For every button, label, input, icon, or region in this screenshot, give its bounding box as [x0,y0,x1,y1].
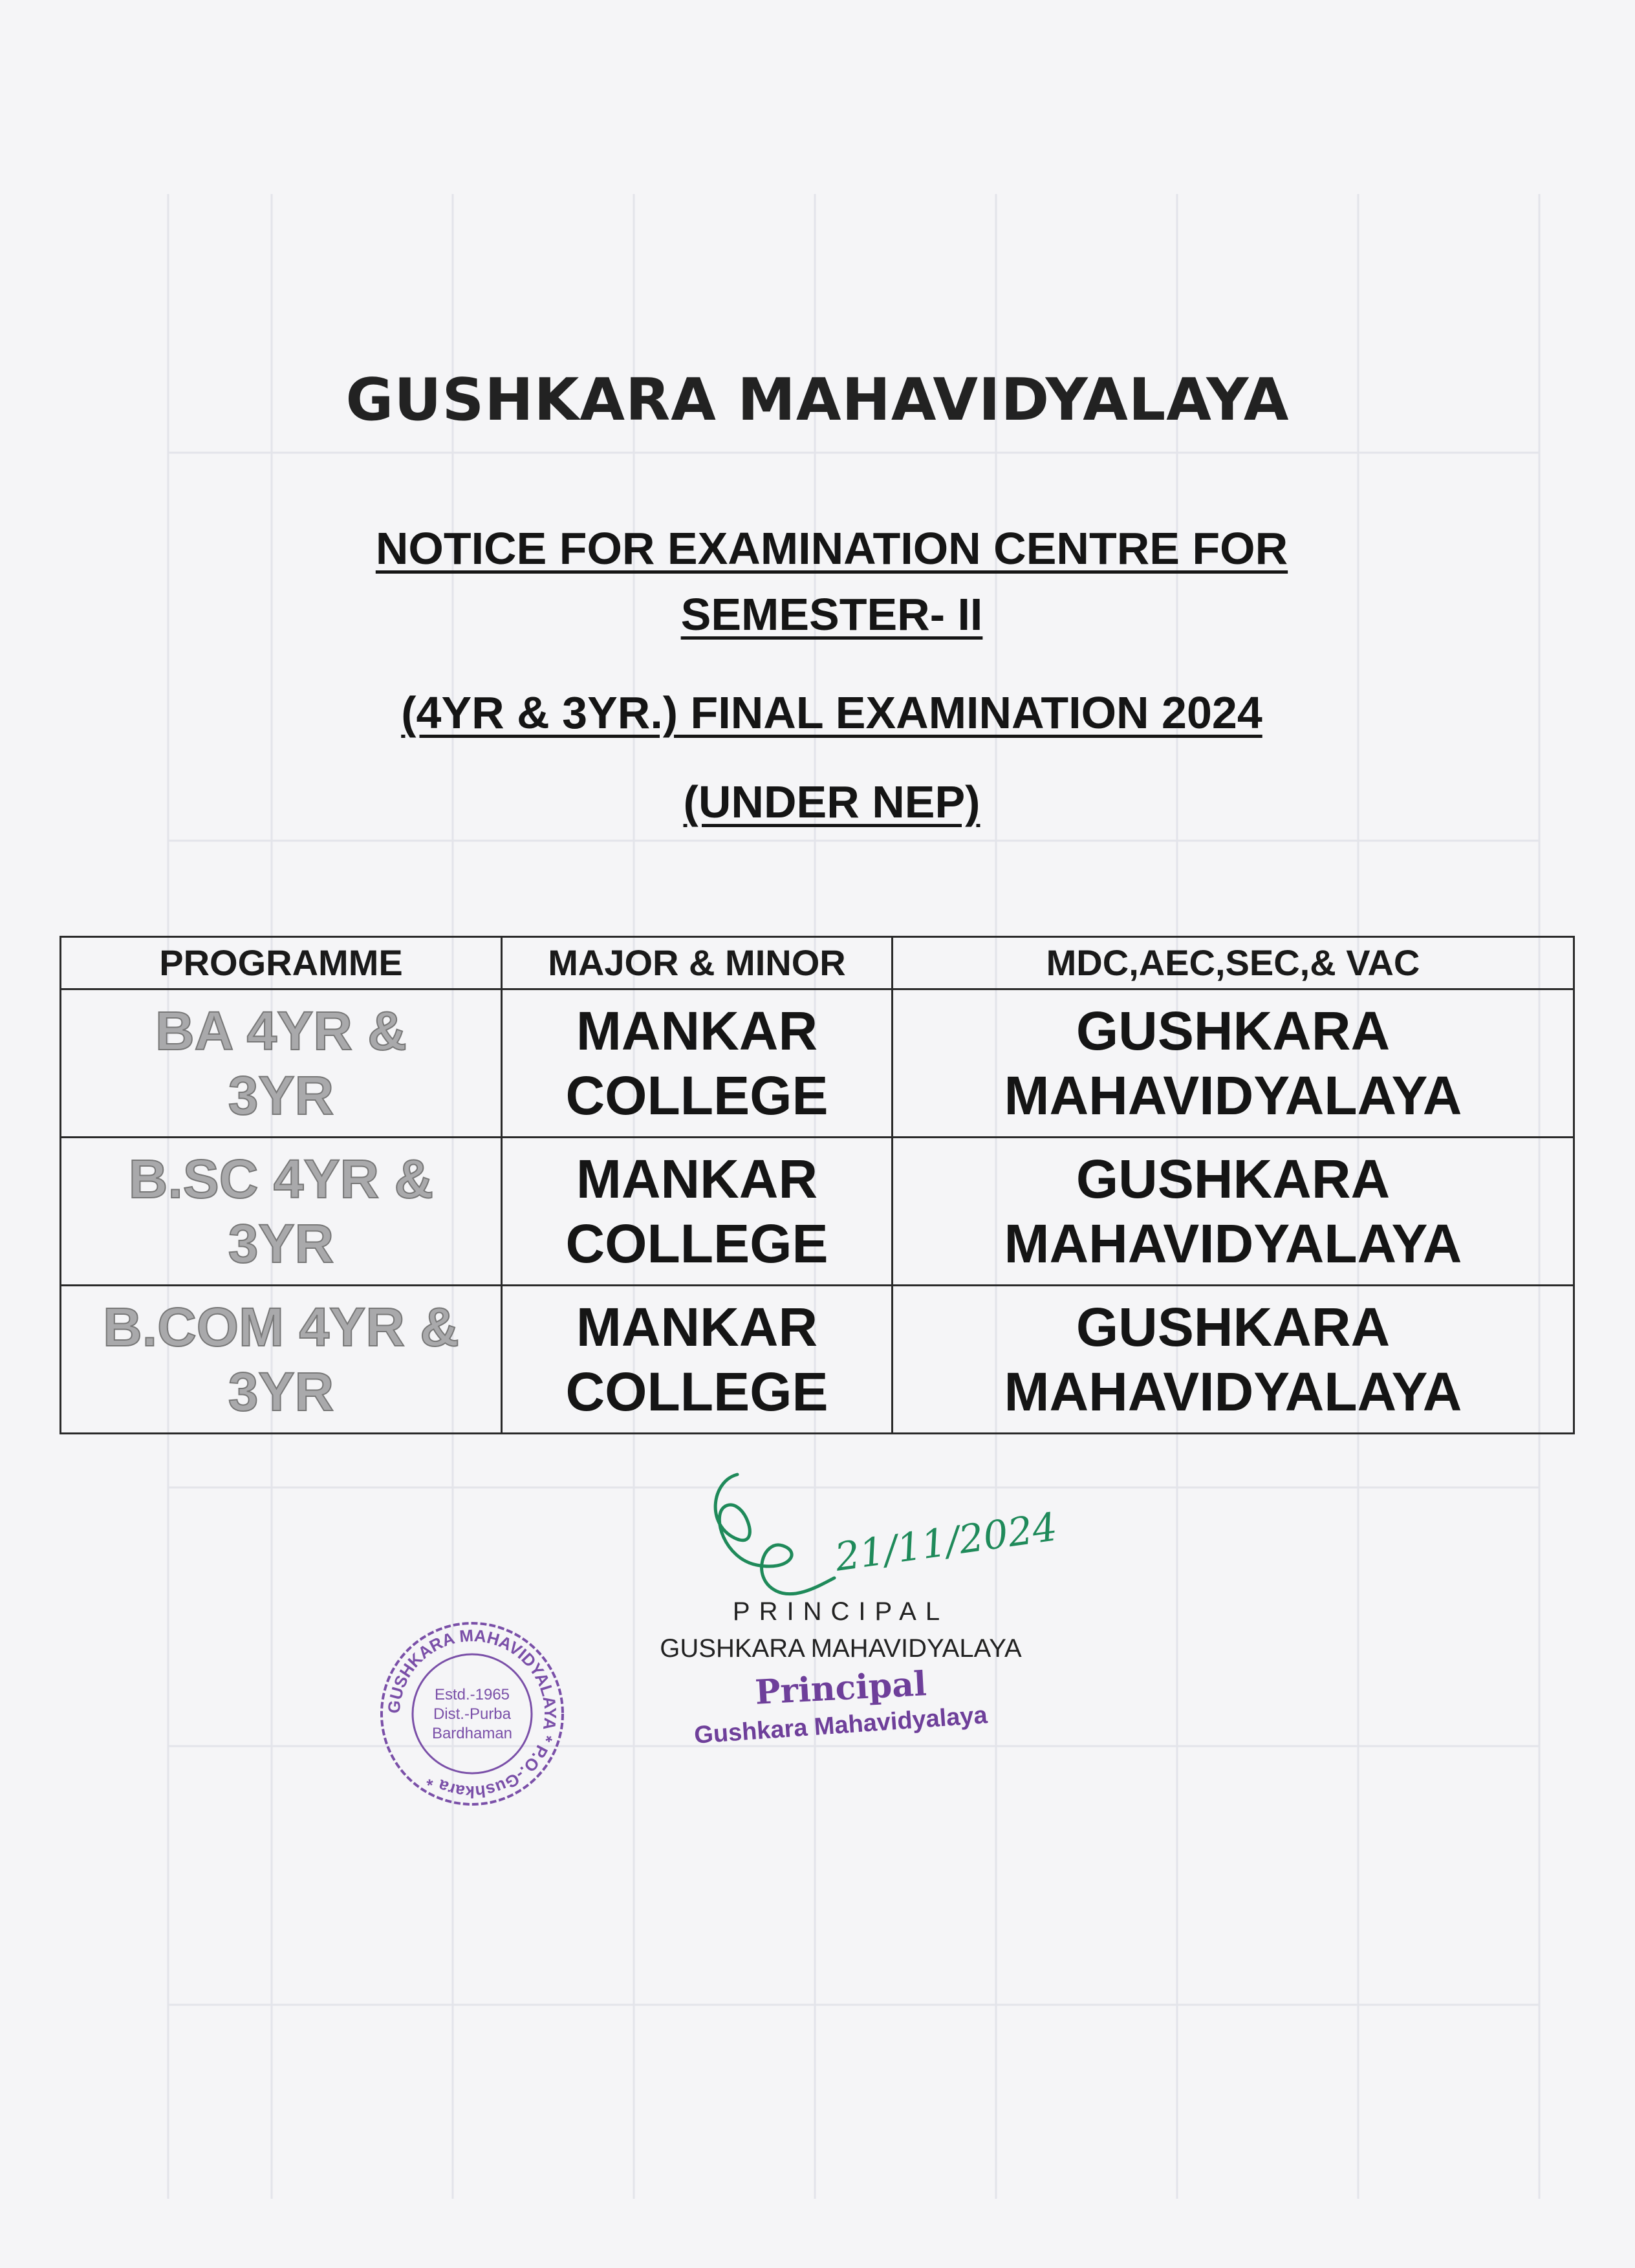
seal-ring-text: GUSHKARA MAHAVIDYALAYA * P.O.-Gushkara * [384,1625,561,1802]
header-major-minor: MAJOR & MINOR [502,937,893,989]
principal-stamp-college: Gushkara Mahavidyalaya [693,1701,988,1749]
major-minor-cell [502,989,893,1138]
college-seal [375,1617,569,1811]
major-minor-cell [502,1138,893,1286]
header-programme: PROGRAMME [61,937,502,989]
major-minor-text: MANKAR COLLEGE [565,1297,828,1422]
mdc-text: GUSHKARA MAHAVIDYALAYA [1004,1297,1462,1422]
major-minor-text: MANKAR COLLEGE [565,1000,828,1126]
signature-block [582,1597,1099,1749]
mdc-text: GUSHKARA MAHAVIDYALAYA [1004,1000,1462,1126]
college-name: GUSHKARA MAHAVIDYALAYA [345,366,1290,434]
mdc-cell [893,989,1574,1138]
principal-designation: PRINCIPAL [732,1597,949,1626]
exam-centre-table [60,936,1575,1434]
mdc-cell [893,1286,1574,1434]
table-row [61,1286,1574,1434]
programme-text: B.COM 4YR & 3YR [103,1297,459,1422]
programme-text: B.SC 4YR & 3YR [128,1149,434,1274]
mdc-text: GUSHKARA MAHAVIDYALAYA [1004,1149,1462,1274]
header-mdc-aec-sec-vac: MDC,AEC,SEC,& VAC [893,937,1574,989]
seal-region: Bardhaman [431,1725,513,1742]
principal-stamp-title: Principal [753,1664,928,1712]
principal-college: GUSHKARA MAHAVIDYALAYA [660,1634,1022,1663]
seal-district: Dist.-Purba [433,1705,512,1723]
notice-title-line-1: NOTICE FOR EXAMINATION CENTRE FOR [375,523,1288,574]
table-header-row [61,937,1574,989]
programme-cell [61,1286,502,1434]
seal-estd: Estd.-1965 [434,1686,510,1703]
major-minor-cell [502,1286,893,1434]
signature-date: 21/11/2024 [832,1504,1061,1581]
notice-title-line-4: (UNDER NEP) [683,777,980,827]
programme-cell [61,989,502,1138]
programme-cell [61,1138,502,1286]
programme-text: BA 4YR & 3YR [155,1000,407,1126]
table-row [61,989,1574,1138]
table-row [61,1138,1574,1286]
notice-title-line-3: (4YR & 3YR.) FINAL EXAMINATION 2024 [401,687,1262,738]
mdc-cell [893,1138,1574,1286]
major-minor-text: MANKAR COLLEGE [565,1149,828,1274]
notice-title-line-2: SEMESTER- II [680,589,983,640]
